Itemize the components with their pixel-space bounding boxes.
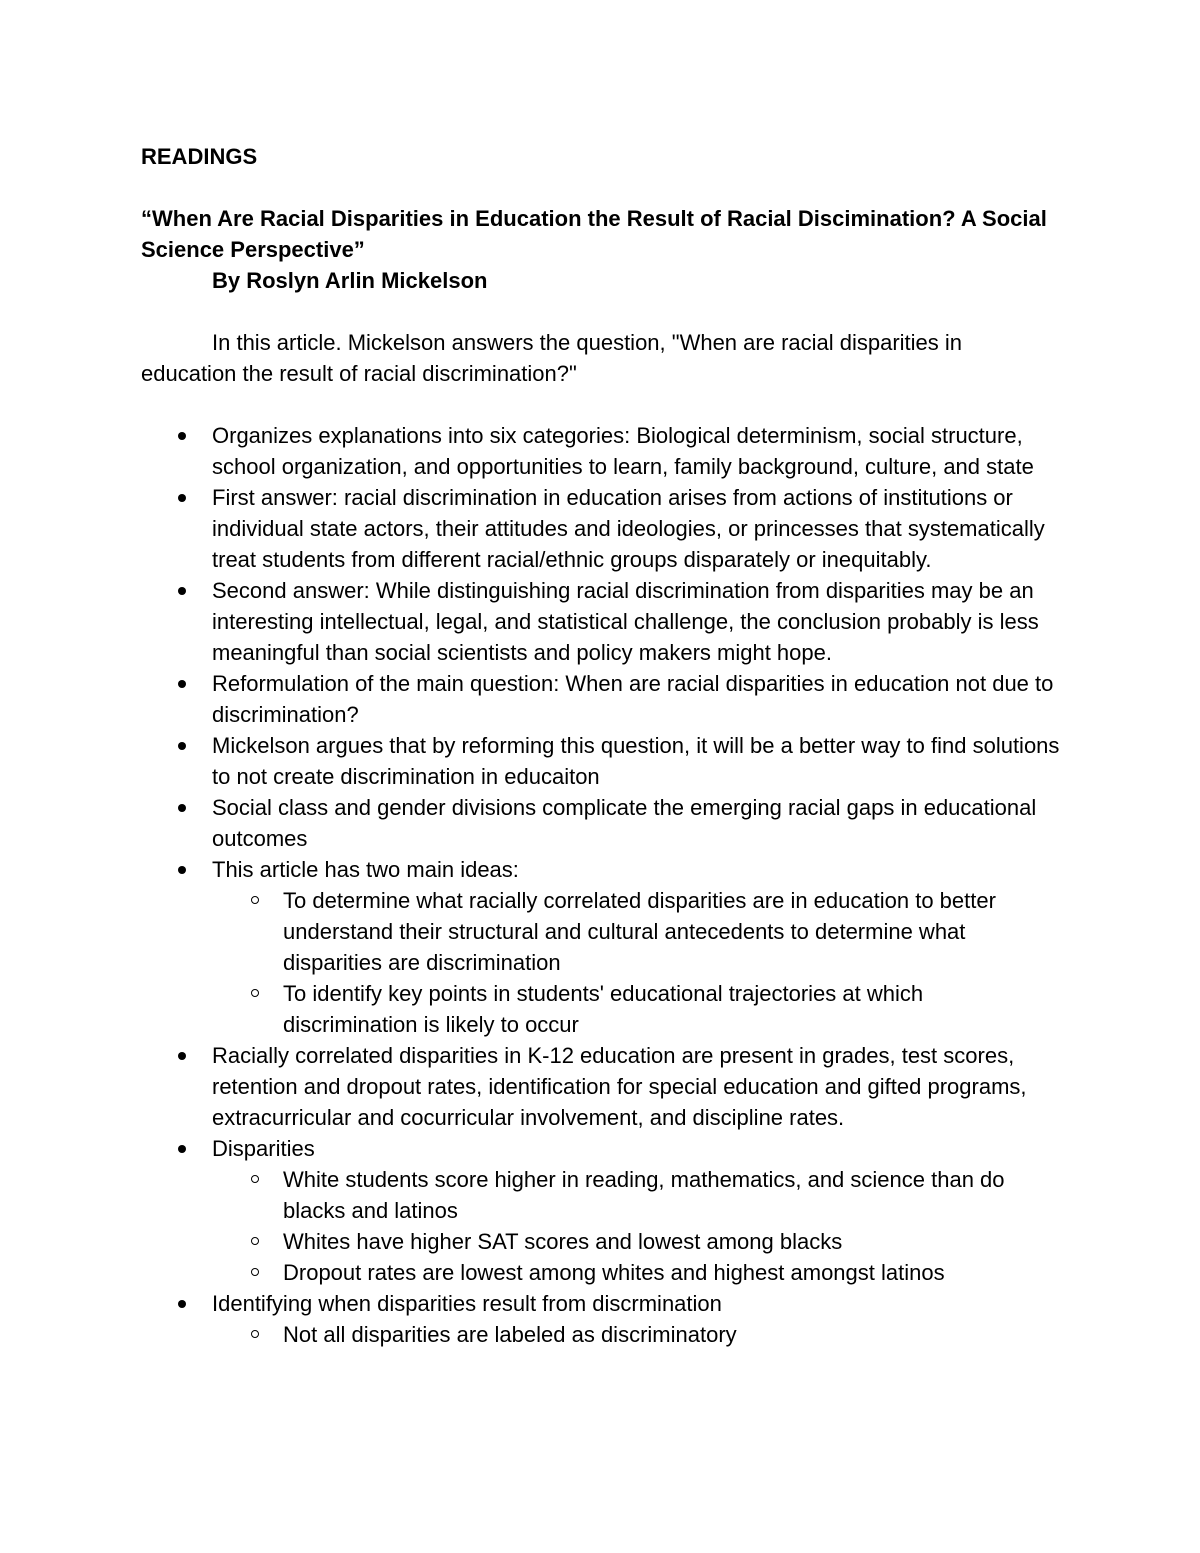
list-item — [212, 482, 1061, 575]
bullet-icon — [178, 1145, 186, 1153]
sub-list-item — [283, 885, 1061, 978]
list-item-text: Racially correlated disparities in K-12 education are present in grades, test scores, retention and dropout rates, identification for special education and gifted programs, extracurricular and cocurricular involvement, and discipline rates. — [212, 1043, 1027, 1130]
list-item — [212, 668, 1061, 730]
section-heading: READINGS — [141, 144, 258, 169]
intro-paragraph: In this article. Mickelson answers the question, "When are racial disparities in education the result of racial discrimination?" — [141, 330, 963, 386]
list-item-text: Mickelson argues that by reforming this question, it will be a better way to find solutions to not create discrimination in educaiton — [212, 733, 1060, 789]
sub-list-item-text: To determine what racially correlated disparities are in education to better understand their structural and cultural antecedents to determine what disparities are discrimination — [283, 888, 996, 975]
hollow-bullet-icon — [251, 1237, 259, 1245]
hollow-bullet-icon — [251, 989, 259, 997]
list-item-text: Second answer: While distinguishing racial discrimination from disparities may be an interesting intellectual, legal, and statistical challenge, the conclusion probably is less meaningful than social scientists and policy makers might hope. — [212, 578, 1039, 665]
list-item-text: Reformulation of the main question: When are racial disparities in education not due to discrimination? — [212, 671, 1054, 727]
list-item-text: Organizes explanations into six categories: Biological determinism, social structure, school organization, and opportunities to learn, family background, culture, and state — [212, 423, 1034, 479]
hollow-bullet-icon — [251, 1175, 259, 1183]
bullet-icon — [178, 742, 186, 750]
sub-list-item — [283, 1164, 1061, 1226]
sub-list — [212, 1319, 1061, 1350]
document-page — [141, 141, 1061, 1350]
sub-list — [212, 1164, 1061, 1288]
list-item — [212, 854, 1061, 1040]
sub-list-item-text: To identify key points in students' educational trajectories at which discrimination is likely to occur — [283, 981, 924, 1037]
list-item-text: First answer: racial discrimination in education arises from actions of institutions or individual state actors, their attitudes and ideologies, or princesses that systematically treat students from different racial/ethnic groups disparately or inequitably. — [212, 485, 1045, 572]
list-item — [212, 1288, 1061, 1350]
bullet-icon — [178, 494, 186, 502]
bullet-icon — [178, 866, 186, 874]
sub-list-item — [283, 1319, 1061, 1350]
list-item — [212, 792, 1061, 854]
list-item-text: Disparities — [212, 1136, 315, 1161]
bullet-icon — [178, 680, 186, 688]
bullet-icon — [178, 1052, 186, 1060]
list-item — [212, 420, 1061, 482]
list-item — [212, 1040, 1061, 1133]
sub-list-item — [283, 1257, 1061, 1288]
sub-list-item-text: Whites have higher SAT scores and lowest among blacks — [283, 1229, 843, 1254]
bullet-icon — [178, 804, 186, 812]
article-author: By Roslyn Arlin Mickelson — [212, 268, 488, 293]
hollow-bullet-icon — [251, 896, 259, 904]
sub-list-item-text: Not all disparities are labeled as discriminatory — [283, 1322, 737, 1347]
list-item-text: Identifying when disparities result from discrmination — [212, 1291, 722, 1316]
bullet-icon — [178, 1300, 186, 1308]
sub-list-item — [283, 1226, 1061, 1257]
sub-list-item — [283, 978, 1061, 1040]
list-item-text: This article has two main ideas: — [212, 857, 519, 882]
notes-list — [141, 420, 1061, 1350]
bullet-icon — [178, 432, 186, 440]
hollow-bullet-icon — [251, 1330, 259, 1338]
list-item — [212, 730, 1061, 792]
article-title: “When Are Racial Disparities in Education the Result of Racial Discimination? A Social Science Perspective” — [141, 206, 1047, 262]
sub-list-item-text: White students score higher in reading, mathematics, and science than do blacks and latinos — [283, 1167, 1005, 1223]
hollow-bullet-icon — [251, 1268, 259, 1276]
bullet-icon — [178, 587, 186, 595]
sub-list — [212, 885, 1061, 1040]
list-item — [212, 575, 1061, 668]
sub-list-item-text: Dropout rates are lowest among whites and highest amongst latinos — [283, 1260, 945, 1285]
list-item-text: Social class and gender divisions complicate the emerging racial gaps in educational outcomes — [212, 795, 1037, 851]
list-item — [212, 1133, 1061, 1288]
